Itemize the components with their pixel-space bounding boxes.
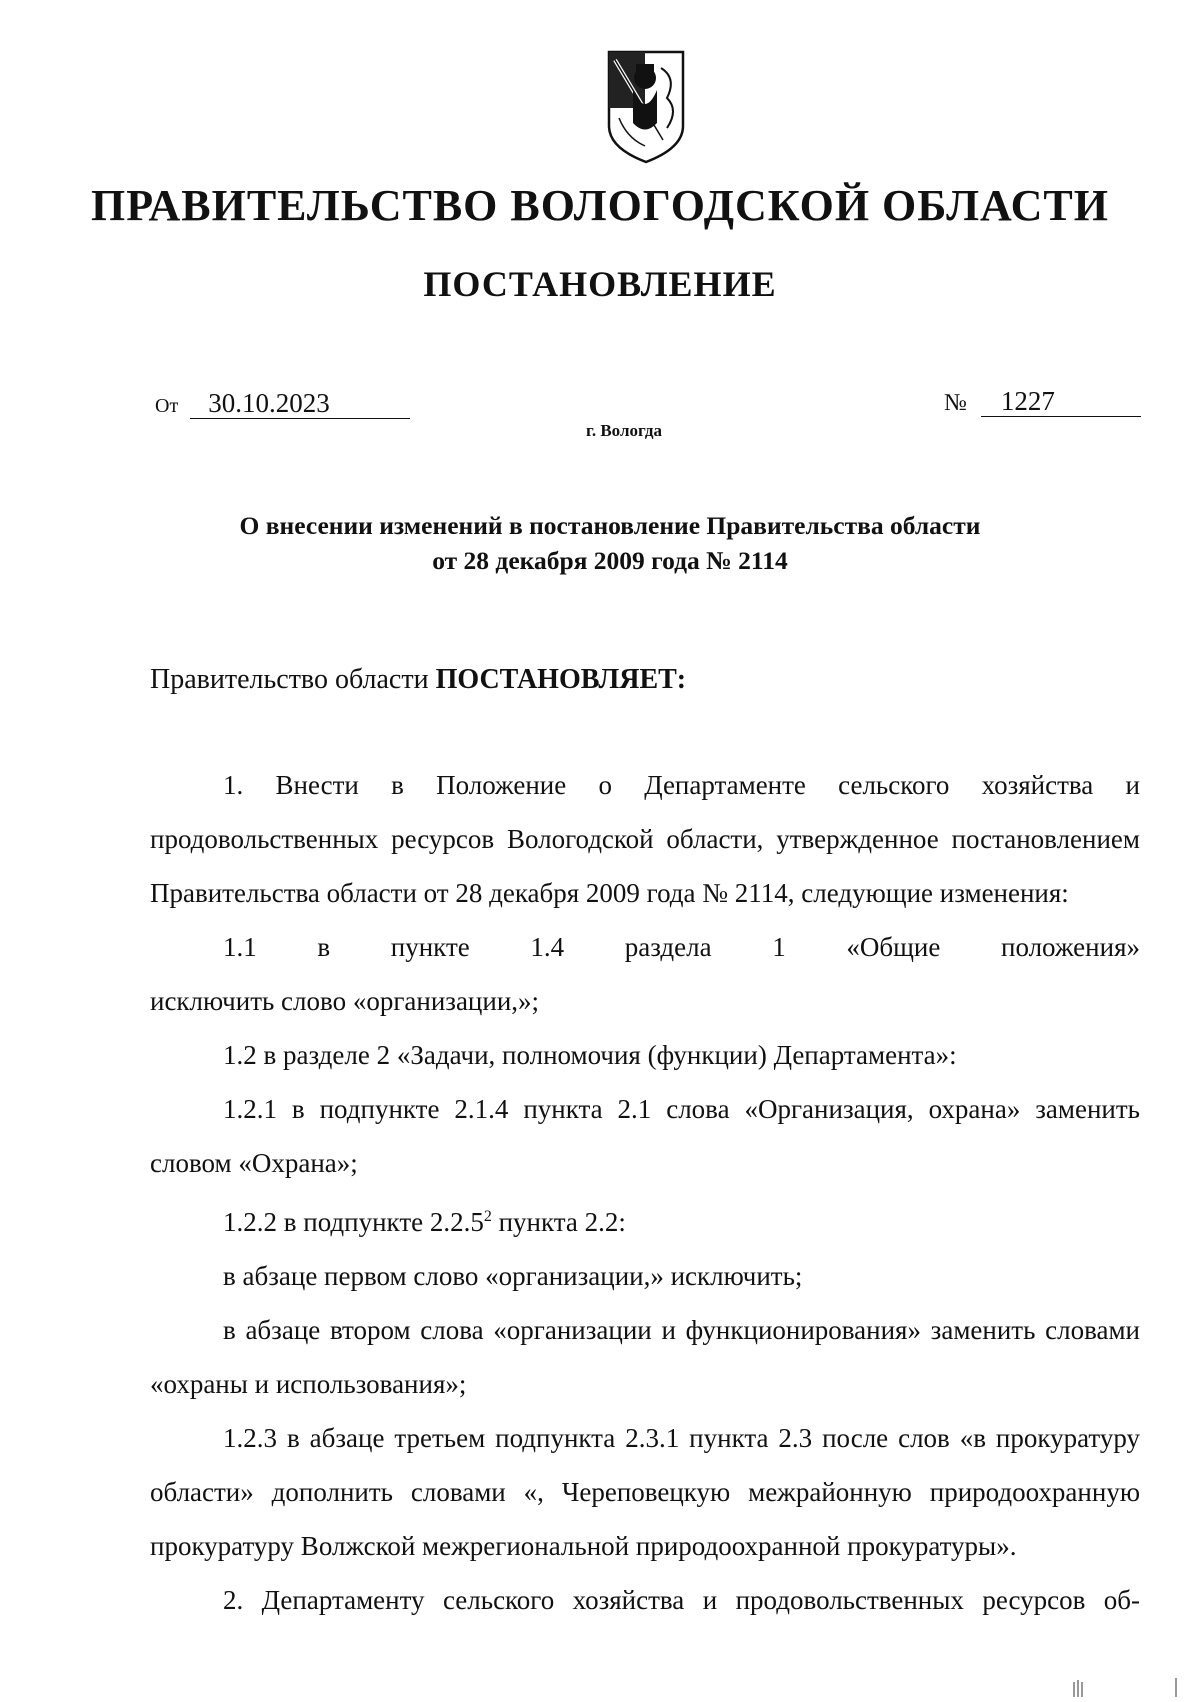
paragraph-1-2-1: 1.2.1 в подпункте 2.1.4 пункта 2.1 слова «Организация, охрана» заменить словом «Охрана»;: [150, 1094, 1140, 1178]
document-date: [155, 388, 410, 419]
paragraph-1-2-2: [150, 1190, 1140, 1249]
date-prefix: От: [155, 395, 179, 417]
organization-title: ПРАВИТЕЛЬСТВО ВОЛОГОДСКОЙ ОБЛАСТИ: [91, 181, 1109, 230]
paragraph-1-2-2-text: 1.2.2 в подпункте 2.2.5: [223, 1207, 484, 1237]
subject-line-1: О внесении изменений в постановление Правительства области: [239, 511, 981, 540]
scan-marks: [1060, 1676, 1180, 1697]
paragraph-2: 2. Департаменту сельского хозяйства и продовольственных ресурсов об-: [223, 1585, 1140, 1615]
paragraph-1-2-3: 1.2.3 в абзаце третьем подпункта 2.3.1 пункта 2.3 после слов «в прокуратуру области» дополнить словами «, Череповецкую межрайонную природоохранную прокуратуру Волжской межрегиональной природоохранной прокуратуры».: [150, 1423, 1140, 1561]
paragraph-1-1-line-1: 1.1 в пункте 1.4 раздела 1 «Общие положения»: [223, 932, 1140, 962]
preamble-text: Правительство области: [150, 664, 436, 695]
paragraph-1-2-2-tail: пункта 2.2:: [491, 1207, 626, 1237]
document-number: [944, 386, 1141, 417]
paragraph-abzac-1: в абзаце первом слово «организации,» исключить;: [223, 1261, 803, 1291]
subject-line-2: от 28 декабря 2009 года № 2114: [432, 546, 788, 575]
date-value: 30.10.2023: [190, 388, 410, 419]
city: г. Вологда: [586, 421, 662, 440]
document-type: ПОСТАНОВЛЕНИЕ: [423, 264, 777, 304]
document-body: [150, 758, 1140, 1627]
number-prefix: №: [944, 390, 967, 416]
preamble-resolves: ПОСТАНОВЛЯЕТ:: [435, 664, 687, 695]
preamble: [150, 664, 686, 696]
paragraph-1-2: 1.2 в разделе 2 «Задачи, полномочия (функции) Департамента»:: [223, 1040, 957, 1070]
superscript: 2: [483, 1208, 492, 1225]
paragraph-1-1-line-2: исключить слово «организации,»;: [150, 986, 540, 1016]
paragraph-abzac-2: в абзаце втором слова «организации и функционирования» заменить словами «охраны и использования»;: [150, 1315, 1140, 1399]
number-value: 1227: [981, 386, 1141, 417]
coat-of-arms-icon: [605, 48, 687, 166]
paragraph-1: 1. Внести в Положение о Департаменте сельского хозяйства и продовольственных ресурсов Вологодской области, утвержденное постановлением Правительства области от 28 декабря 2009 года № 2114, следующие изменения:: [150, 770, 1140, 908]
document-subject: [0, 508, 1200, 578]
